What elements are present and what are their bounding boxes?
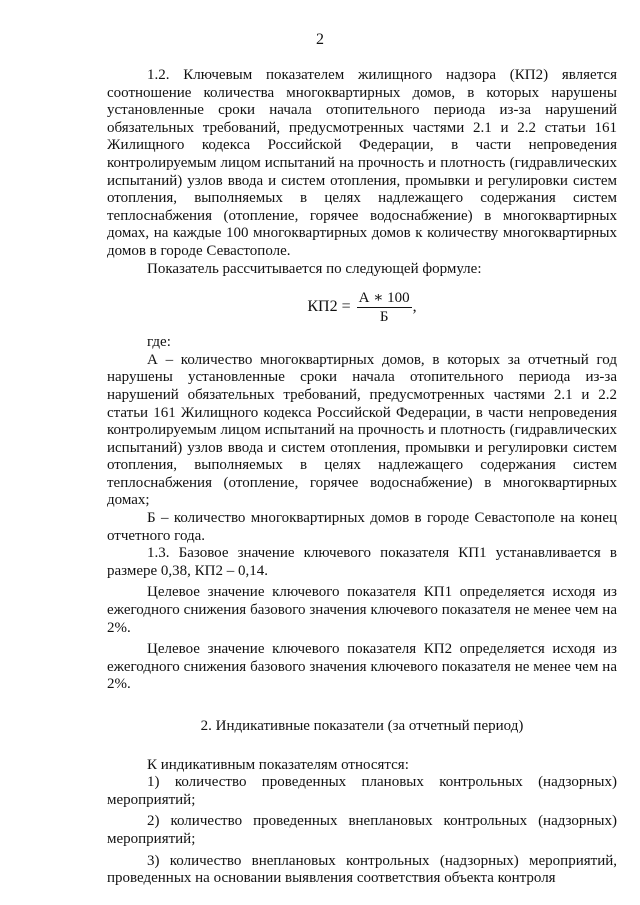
formula-denominator: Б [379, 308, 389, 325]
page-number: 2 [316, 31, 324, 48]
target-kp2: Целевое значение ключевого показателя КП2 определяется исходя из ежегодного снижения базового значения ключевого показателя не менее чем на 2%. [107, 641, 617, 693]
target-kp1: Целевое значение ключевого показателя КП1 определяется исходя из ежегодного снижения базового значения ключевого показателя не менее чем на 2%. [107, 584, 617, 636]
section-2-heading: 2. Индикативные показатели (за отчетный период) [200, 718, 524, 734]
formula-comma: , [412, 298, 417, 316]
list-item: 1) количество проведенных плановых контрольных (надзорных) мероприятий; [107, 774, 617, 808]
section-2-intro: К индикативным показателям относятся: [147, 756, 409, 773]
formula-kp2 [107, 284, 617, 330]
formula-numerator: А ∗ 100 [358, 289, 410, 306]
paragraph-1-3: 1.3. Базовое значение ключевого показателя КП1 устанавливается в размере 0,38, КП2 – 0,14. [107, 545, 617, 579]
list-item: 2) количество проведенных внеплановых контрольных (надзорных) мероприятий; [107, 813, 617, 847]
list-item: 3) количество внеплановых контрольных (надзорных) мероприятий, проведенных на основании выявления соответствия объекта контроля [107, 852, 617, 887]
paragraph-1-2: 1.2. Ключевым показателем жилищного надзора (КП2) является соотношение количества многоквартирных домов, в которых нарушены установленные сроки начала отопительного периода из-за нарушений обязательных требований, предусмотренных частями 2.1 и 2.2 статьи 161 Жилищного кодекса Российской Федерации, в части непроведения контролируемым лицом испытаний на прочность и плотность (гидравлических испытаний) узлов ввода и систем отопления, промывки и регулировки систем отопления, выполняемых в целях надлежащего содержания систем теплоснабжения (отопление, горячее водоснабжение) в многоквартирных домах, на каждые 100 многоквартирных домов к количеству многоквартирных домов в городе Севастополе. [107, 67, 617, 259]
document-body [107, 67, 617, 888]
formula-intro: Показатель рассчитывается по следующей формуле: [147, 260, 482, 277]
definition-b: Б – количество многоквартирных домов в городе Севастополе на конец отчетного года. [107, 510, 617, 544]
formula-lhs: КП2 = [307, 298, 351, 316]
definition-a: А – количество многоквартирных домов, в которых за отчетный год нарушены установленные сроки начала отопительного периода из-за нарушений обязательных требований, предусмотренных частями 2.1 и 2.2 статьи 161 Жилищного кодекса Российской Федерации, в части непроведения контролируемым лицом испытаний на прочность и плотность (гидравлических испытаний) узлов ввода и систем отопления, промывки и регулировки систем отопления, выполняемых в целях надлежащего содержания систем теплоснабжения (отопление, горячее водоснабжение) в многоквартирных домах; [107, 351, 617, 509]
where-label: где: [147, 334, 171, 351]
formula-fraction [357, 289, 412, 326]
